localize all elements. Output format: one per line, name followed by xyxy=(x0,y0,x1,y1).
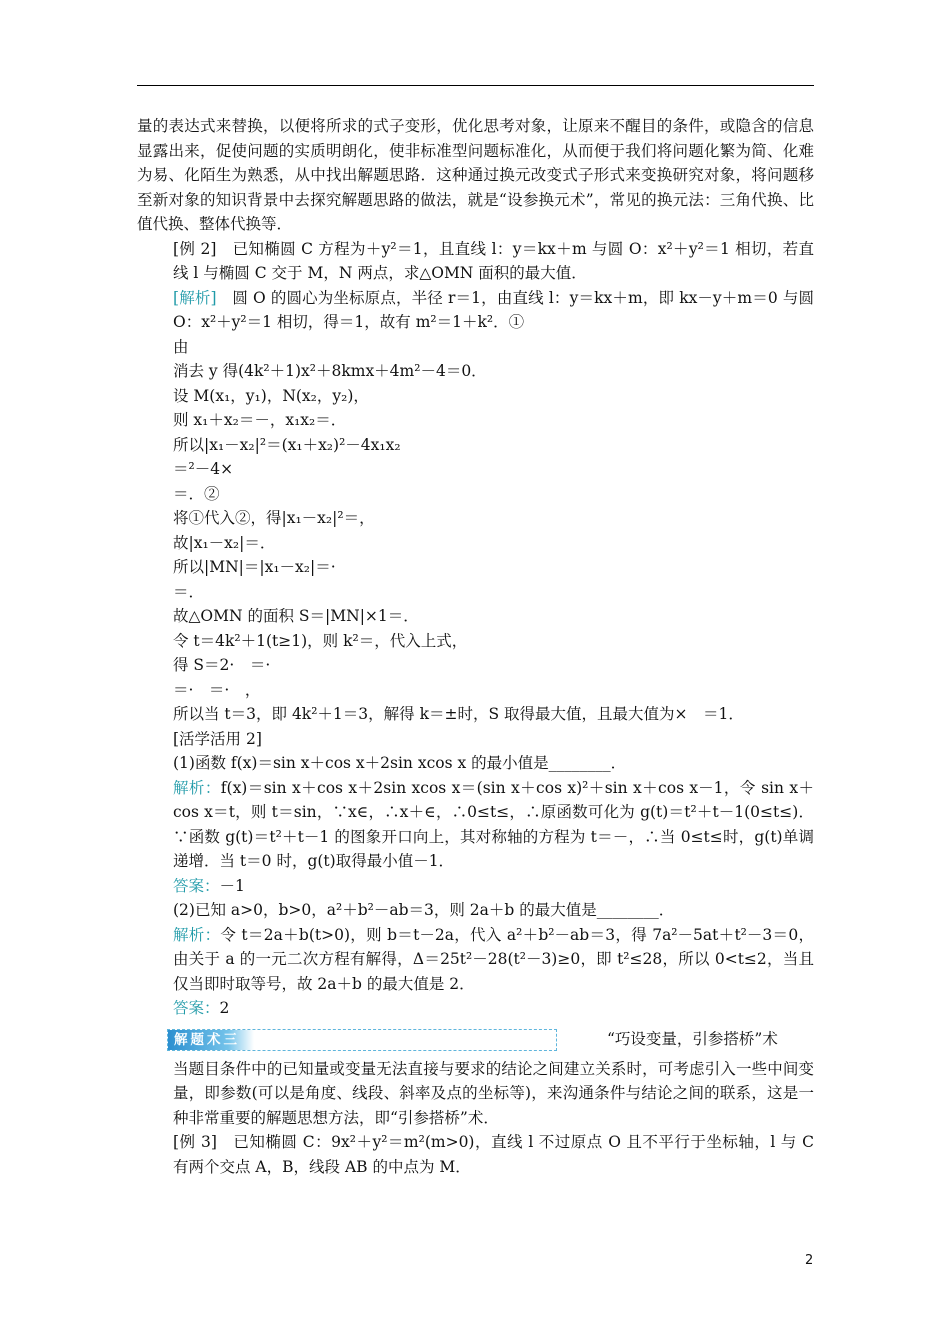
solution-step: 得 S＝2· ＝· xyxy=(173,656,271,674)
section-3-title: “巧设变量，引参搭桥”术 xyxy=(607,1029,778,1048)
practice-2-heading: [活学活用 2] xyxy=(173,729,262,748)
solution-step: ＝²－4× xyxy=(173,460,234,478)
solution-steps xyxy=(137,335,814,727)
example-2-analysis xyxy=(137,286,814,335)
practice-2-q2-answer xyxy=(137,996,814,1021)
solution-step: 消去 y 得(4k²＋1)x²＋8kmx＋4m²－4＝0． xyxy=(173,362,487,380)
solution-step: 故|x₁－x₂|＝． xyxy=(173,533,276,552)
solution-step: 令 t＝4k²＋1(t≥1)，则 k²＝，代入上式， xyxy=(173,631,468,650)
section-3-banner-row xyxy=(137,1023,814,1057)
section-3-banner xyxy=(167,1029,557,1051)
practice-2-q1-answer xyxy=(137,874,814,899)
solution-step: 设 M(x₁，y₁)，N(x₂，y₂)， xyxy=(173,386,369,405)
q1-analysis-label: 解析： xyxy=(173,778,221,797)
page-content xyxy=(137,114,814,1179)
page-number: 2 xyxy=(805,1253,814,1268)
section-3-tag: 解题术三 xyxy=(168,1030,254,1050)
solution-step: 故△OMN 的面积 S＝|MN|×1＝． xyxy=(173,607,419,625)
analysis-label: [解析] xyxy=(173,288,217,307)
solution-step: 由 xyxy=(173,337,189,356)
section-3-intro: 当题目条件中的已知量或变量无法直接与要求的结论之间建立关系时，可考虑引入一些中间变量，即参数(可以是角度、线段、斜率及点的坐标等)，来沟通条件与结论之间的联系，这是一种非常重要的解题思想方法，即“引参搭桥”术． xyxy=(173,1059,814,1127)
q1-analysis-text: f(x)＝sin x＋cos x＋2sin xcos x＝(sin x＋cos x)²＋sin x＋cos x－1，令 sin x＋cos x＝t，则 t＝sin，∵x∈，∴x＋∈，∴0≤t≤，∴原函数可化为 g(t)＝t²＋t－1(0≤t≤)．∵函数 g(t)＝t²＋t－1 的图象开口向上，其对称轴的方程为 t＝－，∴当 0≤t≤时，g(t)单调递增．当 t＝0 时，g(t)取得最小值－1． xyxy=(173,778,814,870)
practice-2-q2-analysis xyxy=(137,923,814,997)
solution-step: 则 x₁＋x₂＝－，x₁x₂＝． xyxy=(173,411,347,429)
practice-2-question-1: (1)函数 f(x)＝sin x＋cos x＋2sin xcos x 的最小值是________． xyxy=(173,754,627,772)
solution-step: ＝· ＝· ， xyxy=(173,680,261,699)
solution-step: ＝． xyxy=(173,582,205,601)
practice-2-q1-analysis xyxy=(137,776,814,874)
q1-answer-value: －1 xyxy=(219,876,245,895)
practice-2-question-2: (2)已知 a>0，b>0，a²＋b²－ab＝3，则 2a＋b 的最大值是________． xyxy=(173,901,675,919)
example-2-statement: [例 2] 已知椭圆 C 方程为＋y²＝1，且直线 l：y＝kx＋m 与圆 O：x²＋y²＝1 相切，若直线 l 与椭圆 C 交于 M，N 两点，求△OMN 面积的最大值． xyxy=(173,239,814,282)
intro-paragraph: 量的表达式来替换，以便将所求的式子变形，优化思考对象，让原来不醒目的条件，或隐含的信息显露出来，促使问题的实质明朗化，使非标准型问题标准化，从而便于我们将问题化繁为简、化难为易、化陌生为熟悉，从中找出解题思路．这种通过换元改变式子形式来变换研究对象，将问题移至新对象的知识背景中去探究解题思路的做法，就是“设参换元术”，常见的换元法：三角代换、比值代换、整体代换等． xyxy=(137,117,814,233)
analysis-text: 圆 O 的圆心为坐标原点，半径 r＝1，由直线 l：y＝kx＋m，即 kx－y＋m＝0 与圆 O：x²＋y²＝1 相切，得＝1，故有 m²＝1＋k²．① xyxy=(173,288,814,331)
solution-step: 所以当 t＝3，即 4k²＋1＝3，解得 k＝±时，S 取得最大值，且最大值为× ＝1． xyxy=(173,705,744,723)
solution-step: 将①代入②，得|x₁－x₂|²＝， xyxy=(173,509,375,527)
q2-analysis-label: 解析： xyxy=(173,925,221,944)
example-3-statement: [例 3] 已知椭圆 C：9x²＋y²＝m²(m>0)，直线 l 不过原点 O 且不平行于坐标轴，l 与 C 有两个交点 A，B，线段 AB 的中点为 M． xyxy=(173,1133,814,1176)
header-rule xyxy=(137,85,814,86)
q1-answer-label: 答案： xyxy=(173,876,220,895)
q2-answer-label: 答案： xyxy=(173,999,220,1017)
q2-answer-value: 2 xyxy=(219,999,230,1017)
solution-step: 所以|MN|＝|x₁－x₂|＝· xyxy=(173,558,336,576)
solution-step: 所以|x₁－x₂|²＝(x₁＋x₂)²－4x₁x₂ xyxy=(173,435,401,454)
q2-analysis-text: 令 t＝2a＋b(t>0)，则 b＝t－2a，代入 a²＋b²－ab＝3，得 7a²－5at＋t²－3＝0，由关于 a 的一元二次方程有解得，Δ＝25t²－28(t²－3)≥0，即 t²≤28，所以 0<t≤2，当且仅当即时取等号，故 2a＋b 的最大值是 2． xyxy=(173,925,814,993)
solution-step: ＝．② xyxy=(173,484,220,503)
